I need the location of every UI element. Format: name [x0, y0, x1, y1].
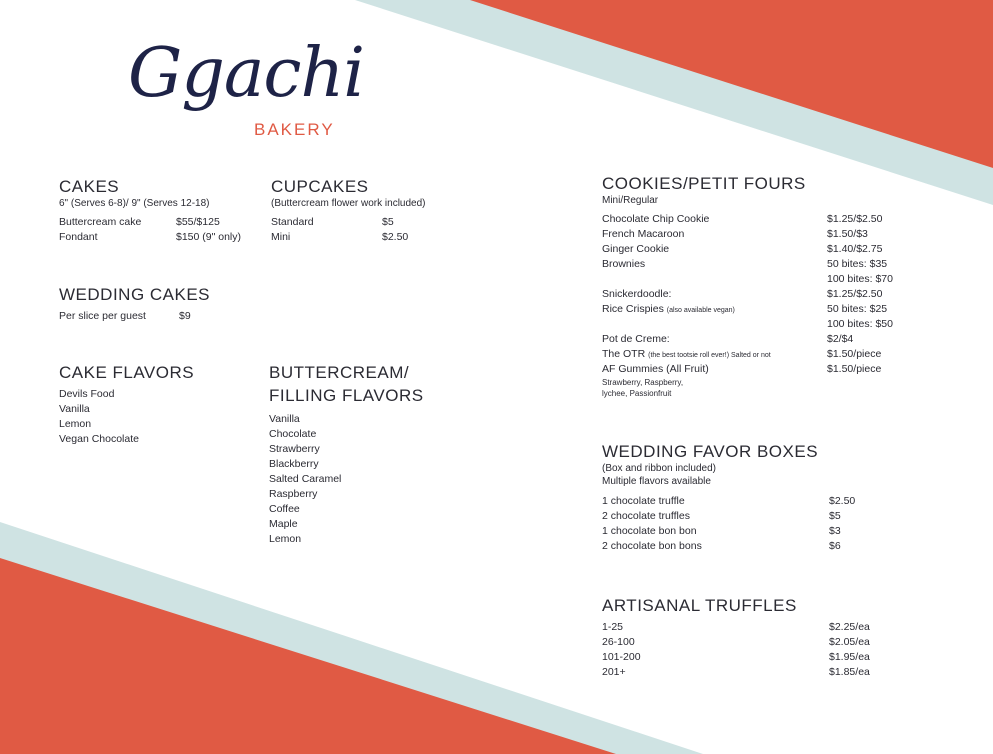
item-name: AF Gummies (All Fruit): [602, 363, 709, 375]
menu-row: [602, 494, 902, 509]
list-item: Chocolate: [269, 428, 317, 440]
item-price: $1.40/$2.75: [827, 243, 883, 255]
menu-row: [602, 287, 902, 302]
section-title: CAKES: [59, 177, 120, 196]
list-item: Strawberry: [269, 443, 320, 455]
section-subtitle: Multiple flavors available: [602, 476, 711, 487]
favor-boxes-section: [602, 442, 902, 554]
section-subtitle: Mini/Regular: [602, 195, 659, 206]
item-price: $6: [829, 540, 841, 552]
menu-row: [602, 257, 902, 272]
menu-row: [602, 272, 902, 287]
truffles-section: [602, 596, 902, 680]
list-item: Salted Caramel: [269, 473, 342, 485]
item-price: $3: [829, 525, 841, 537]
list-item: Raspberry: [269, 488, 318, 500]
item-price: $2.25/ea: [829, 621, 870, 633]
menu-row: [602, 332, 902, 347]
item-price: $1.50/$3: [827, 228, 868, 240]
menu-row: [59, 309, 259, 324]
section-title: COOKIES/PETIT FOURS: [602, 174, 806, 193]
item-price: 50 bites: $25: [827, 303, 888, 315]
item-price: $2.50: [829, 495, 856, 507]
menu-row: [602, 302, 902, 317]
menu-row: [602, 620, 902, 635]
item-name: Per slice per guest: [59, 310, 146, 322]
section-title: CAKE FLAVORS: [59, 363, 195, 382]
menu-row: [602, 242, 902, 257]
menu-row: [602, 347, 902, 362]
item-price: $2.50: [382, 231, 409, 243]
item-name: Fondant: [59, 231, 98, 243]
list-item: Maple: [269, 518, 298, 530]
item-price: $1.95/ea: [829, 651, 870, 663]
item-price: $2.05/ea: [829, 636, 870, 648]
menu-row: [271, 215, 471, 230]
item-price: $1.50/piece: [827, 363, 882, 375]
item-price: $55/$125: [176, 216, 220, 228]
section-title: WEDDING CAKES: [59, 285, 211, 304]
item-name: 2 chocolate bon bons: [602, 540, 702, 552]
logo-subtitle: BAKERY: [254, 120, 335, 139]
item-name: 1-25: [602, 621, 624, 633]
item-name: Pot de Creme:: [602, 333, 670, 345]
menu-row: [602, 227, 902, 242]
list-item: Lemon: [59, 418, 92, 430]
item-note: (also available vegan): [666, 307, 735, 314]
cookies-section: [602, 174, 902, 399]
logo-script: Ggachi: [128, 34, 365, 113]
menu-row: [59, 215, 259, 230]
item-name: 26-100: [602, 636, 635, 648]
menu-row: [59, 230, 259, 245]
section-title: WEDDING FAVOR BOXES: [602, 442, 819, 461]
flavor-list: [269, 412, 469, 547]
cakes-section: [59, 177, 259, 245]
wedding-cakes-section: [59, 285, 259, 324]
menu-row: [602, 212, 902, 227]
logo: [128, 34, 365, 139]
list-item: Blackberry: [269, 458, 319, 470]
item-name: Brownies: [602, 258, 646, 270]
item-name: Rice Crispies: [602, 303, 664, 315]
list-item: Coffee: [269, 503, 300, 515]
section-title-line: FILLING FLAVORS: [269, 386, 424, 405]
list-item: Vegan Chocolate: [59, 433, 139, 445]
section-subtitle: 6" (Serves 6-8)/ 9" (Serves 12-18): [59, 198, 210, 209]
section-title: ARTISANAL TRUFFLES: [602, 596, 797, 615]
item-note: (the best tootsie roll ever!) Salted or not: [648, 352, 771, 359]
item-name: Snickerdoodle:: [602, 288, 672, 300]
list-item: Devils Food: [59, 388, 115, 400]
item-name: Chocolate Chip Cookie: [602, 213, 710, 225]
flavor-list: [59, 387, 259, 447]
menu-row: [602, 650, 902, 665]
list-item: Vanilla: [269, 413, 300, 425]
menu-row: [602, 509, 902, 524]
item-price: $9: [179, 310, 191, 322]
item-name: 1 chocolate bon bon: [602, 525, 697, 537]
section-title: CUPCAKES: [271, 177, 369, 196]
item-price: 100 bites: $70: [827, 273, 893, 285]
menu-row: [271, 230, 471, 245]
item-price: $2/$4: [827, 333, 854, 345]
item-price: $1.85/ea: [829, 666, 870, 678]
item-name: Mini: [271, 231, 291, 243]
cupcakes-section: [271, 177, 471, 245]
item-name: 101-200: [602, 651, 641, 663]
item-price: $5: [829, 510, 841, 522]
item-price: $5: [382, 216, 394, 228]
item-name: Standard: [271, 216, 314, 228]
gummy-flavors: Strawberry, Raspberry,: [602, 378, 684, 387]
section-title: [269, 361, 469, 407]
menu-row: [602, 665, 902, 680]
menu-row: [602, 317, 902, 332]
item-price: 50 bites: $35: [827, 258, 888, 270]
list-item: Vanilla: [59, 403, 90, 415]
menu-row: [602, 635, 902, 650]
gummy-flavors: lychee, Passionfruit: [602, 389, 672, 398]
menu-row: [602, 362, 902, 377]
item-price: $1.50/piece: [827, 348, 882, 360]
item-name: The OTR: [602, 348, 646, 360]
section-title-line: BUTTERCREAM/: [269, 363, 410, 382]
buttercream-section: [269, 361, 469, 547]
section-subtitle: (Box and ribbon included): [602, 463, 716, 474]
item-name: 201+: [602, 666, 626, 678]
cake-flavors-section: [59, 363, 259, 447]
menu-row: [602, 524, 902, 539]
item-name: 1 chocolate truffle: [602, 495, 685, 507]
item-name: French Macaroon: [602, 228, 685, 240]
item-name: Buttercream cake: [59, 216, 142, 228]
list-item: Lemon: [269, 533, 302, 545]
menu-row: [602, 539, 902, 554]
section-subtitle: (Buttercream flower work included): [271, 198, 426, 209]
item-price: 100 bites: $50: [827, 318, 893, 330]
item-name: Ginger Cookie: [602, 243, 670, 255]
item-price: $1.25/$2.50: [827, 213, 883, 225]
item-price: $1.25/$2.50: [827, 288, 883, 300]
item-price: $150 (9" only): [176, 231, 242, 243]
item-name: 2 chocolate truffles: [602, 510, 690, 522]
